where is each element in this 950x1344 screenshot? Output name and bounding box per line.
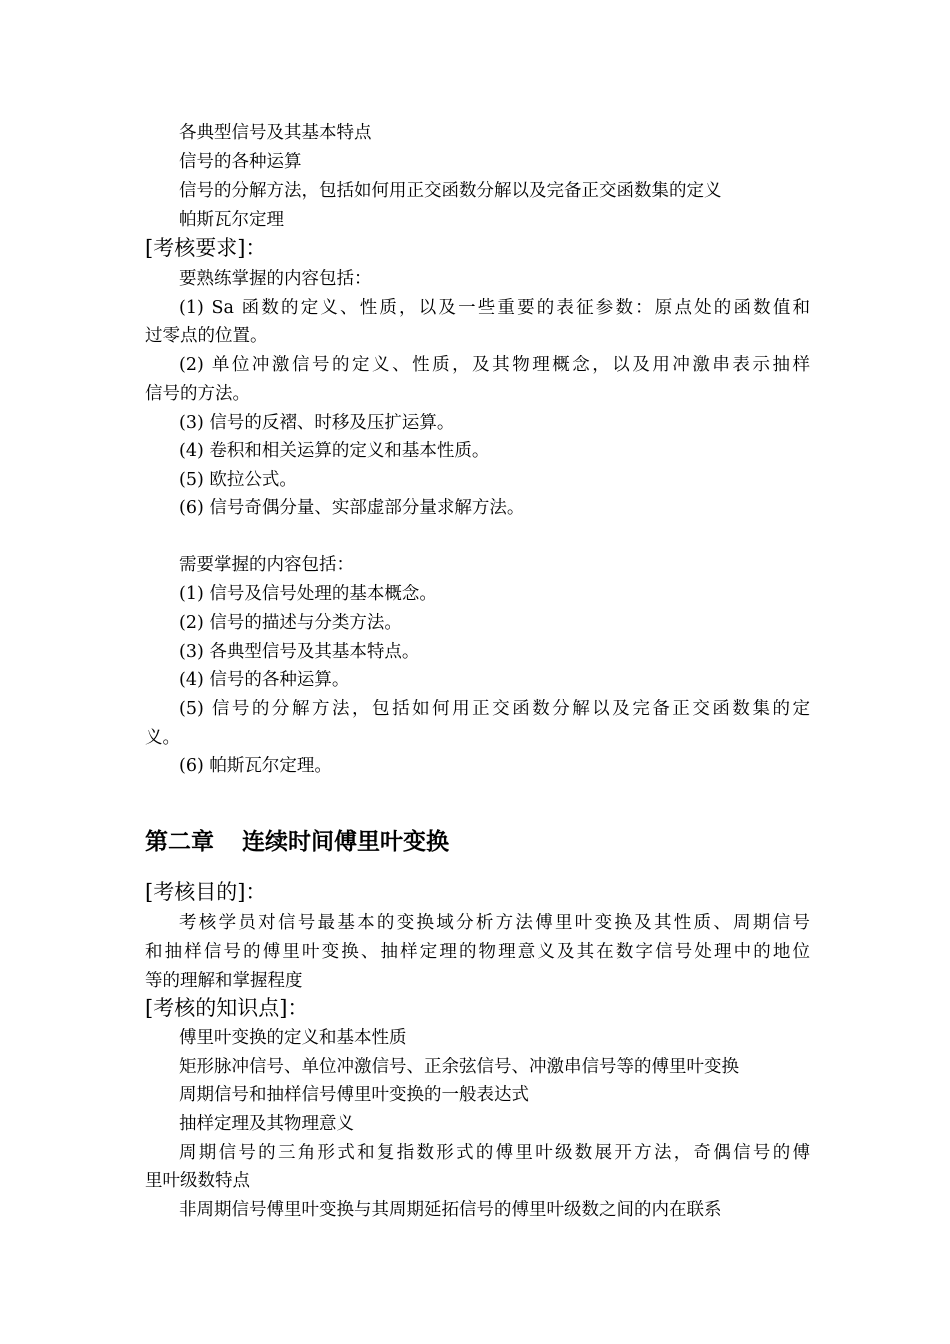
knowledge-points-header: [考核的知识点]： (145, 996, 309, 1020)
knowledge-point: 非周期信号傅里叶变换与其周期延拓信号的傅里叶级数之间的内在联系 (179, 1200, 722, 1220)
knowledge-point: 抽样定理及其物理意义 (179, 1114, 354, 1134)
chapter-number: 第二章 (145, 829, 214, 855)
knowledge-point: 周期信号和抽样信号傅里叶变换的一般表达式 (179, 1085, 529, 1105)
chapter-heading (145, 825, 810, 859)
master-item-2-line1: (2) 单位冲激信号的定义、性质，及其物理概念，以及用冲激串表示抽样 (179, 355, 810, 375)
master-item-5: (5) 欧拉公式。 (179, 470, 297, 490)
need-item-5-line2: 义。 (145, 728, 180, 748)
master-item-4: (4) 卷积和相关运算的定义和基本性质。 (179, 441, 490, 461)
need-item-4: (4) 信号的各种运算。 (179, 670, 350, 690)
need-item-3: (3) 各典型信号及其基本特点。 (179, 642, 420, 662)
master-item-6: (6) 信号奇偶分量、实部虚部分量求解方法。 (179, 498, 525, 518)
knowledge-point: 帕斯瓦尔定理 (179, 210, 284, 230)
purpose-line: 等的理解和掌握程度 (145, 971, 303, 991)
need-item-1: (1) 信号及信号处理的基本概念。 (179, 584, 437, 604)
knowledge-point: 信号的分解方法，包括如何用正交函数分解以及完备正交函数集的定义 (179, 181, 722, 201)
knowledge-point: 傅里叶变换的定义和基本性质 (179, 1028, 407, 1048)
knowledge-point: 信号的各种运算 (179, 152, 302, 172)
master-item-2-line2: 信号的方法。 (145, 384, 250, 404)
knowledge-point-line1: 周期信号的三角形式和复指数形式的傅里叶级数展开方法，奇偶信号的傅 (179, 1143, 810, 1163)
master-item-1-line1: (1) Sa 函数的定义、性质，以及一些重要的表征参数：原点处的函数值和 (179, 298, 810, 318)
purpose-line: 考核学员对信号最基本的变换域分析方法傅里叶变换及其性质、周期信号 (179, 913, 810, 933)
knowledge-point-line2: 里叶级数特点 (145, 1171, 250, 1191)
master-item-3: (3) 信号的反褶、时移及压扩运算。 (179, 413, 455, 433)
chapter-title: 连续时间傅里叶变换 (242, 829, 449, 855)
purpose-header: [考核目的]： (145, 880, 267, 904)
knowledge-point: 矩形脉冲信号、单位冲激信号、正余弦信号、冲激串信号等的傅里叶变换 (179, 1057, 739, 1077)
need-intro: 需要掌握的内容包括： (179, 555, 354, 575)
need-item-6: (6) 帕斯瓦尔定理。 (179, 756, 332, 776)
need-item-5-line1: (5) 信号的分解方法，包括如何用正交函数分解以及完备正交函数集的定 (179, 699, 810, 719)
master-intro: 要熟练掌握的内容包括： (179, 269, 372, 289)
knowledge-point: 各典型信号及其基本特点 (179, 123, 372, 143)
need-item-2: (2) 信号的描述与分类方法。 (179, 613, 402, 633)
purpose-line: 和抽样信号的傅里叶变换、抽样定理的物理意义及其在数字信号处理中的地位 (145, 942, 810, 962)
requirements-header: [考核要求]： (145, 236, 267, 260)
master-item-1-line2: 过零点的位置。 (145, 326, 268, 346)
